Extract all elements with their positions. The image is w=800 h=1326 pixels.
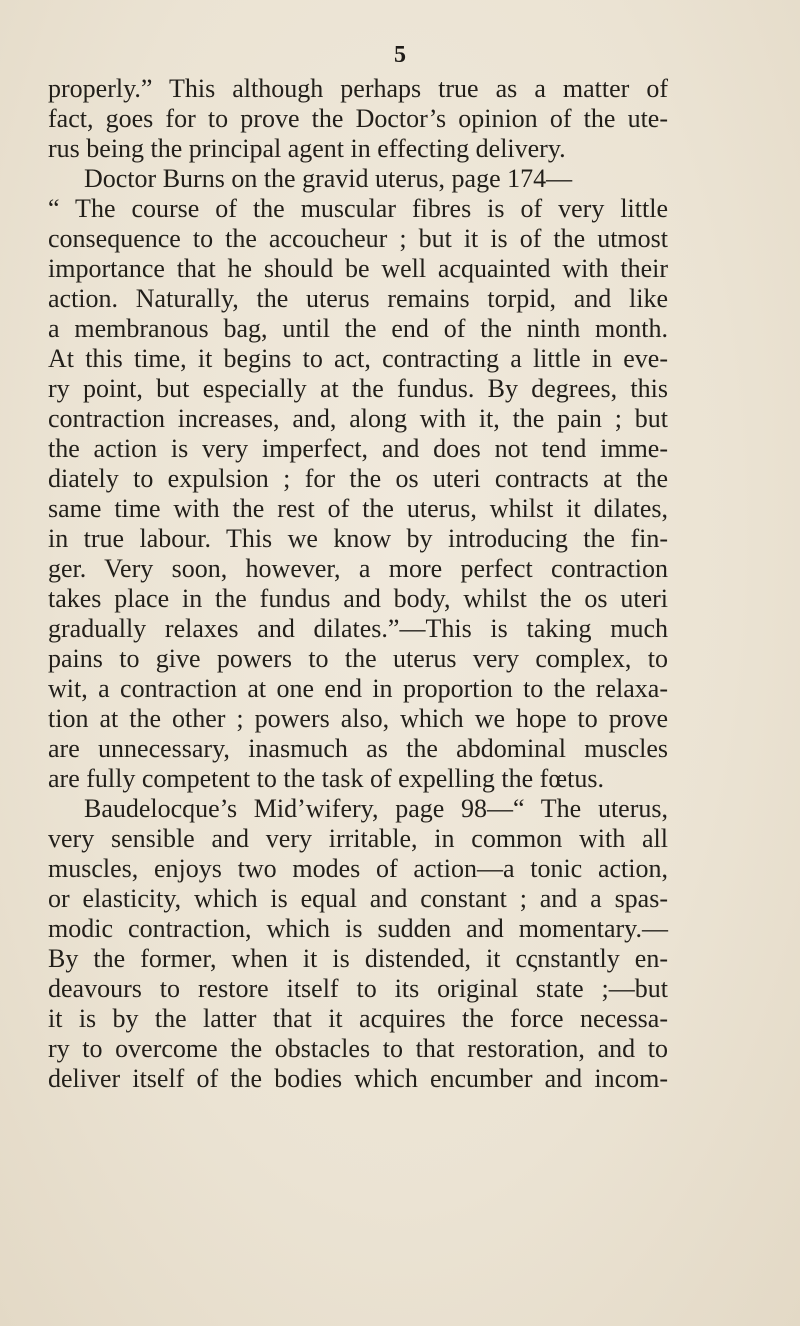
text-line: diately to expulsion ; for the os uteri contracts at the: [48, 464, 668, 493]
text-line: are unnecessary, inasmuch as the abdominal muscles: [48, 734, 668, 763]
text-line: in true labour. This we know by introducing the fin-: [48, 524, 668, 553]
text-line: pains to give powers to the uterus very complex, to: [48, 644, 668, 673]
text-line: rus being the principal agent in effecting delivery.: [48, 134, 566, 163]
text-line: fact, goes for to prove the Doctor’s opinion of the ute-: [48, 104, 668, 133]
text-line: modic contraction, which is sudden and momentary.—: [48, 914, 668, 943]
page-number: 5: [394, 42, 406, 68]
text-line: deliver itself of the bodies which encumber and incom-: [48, 1064, 668, 1093]
text-line: ry to overcome the obstacles to that restoration, and to: [48, 1034, 668, 1063]
text-line: ry point, but especially at the fundus. By degrees, this: [48, 374, 668, 403]
text-line: importance that he should be well acquainted with their: [48, 254, 668, 283]
text-line: action. Naturally, the uterus remains torpid, and like: [48, 284, 668, 313]
text-line: consequence to the accoucheur ; but it is of the utmost: [48, 224, 668, 253]
text-line: contraction increases, and, along with it, the pain ; but: [48, 404, 668, 433]
text-line: Doctor Burns on the gravid uterus, page 174—: [84, 164, 573, 193]
text-line: muscles, enjoys two modes of action—a tonic action,: [48, 854, 668, 883]
text-line: wit, a contraction at one end in proportion to the relaxa-: [48, 674, 668, 703]
text-line: a membranous bag, until the end of the ninth month.: [48, 314, 668, 343]
text-line: very sensible and very irritable, in common with all: [48, 824, 668, 853]
text-line: By the former, when it is distended, it cςnstantly en-: [48, 944, 668, 973]
text-line: are fully competent to the task of expelling the fœtus.: [48, 764, 604, 793]
text-line: ger. Very soon, however, a more perfect contraction: [48, 554, 668, 583]
text-line: the action is very imperfect, and does not tend imme-: [48, 434, 668, 463]
text-line: it is by the latter that it acquires the force necessa-: [48, 1004, 668, 1033]
text-line: tion at the other ; powers also, which we hope to prove: [48, 704, 668, 733]
body-text: [48, 74, 668, 1094]
text-line: takes place in the fundus and body, whilst the os uteri: [48, 584, 668, 613]
text-line: “ The course of the muscular fibres is of very little: [48, 194, 668, 223]
text-line: gradually relaxes and dilates.”—This is taking much: [48, 614, 668, 643]
text-line: same time with the rest of the uterus, whilst it dilates,: [48, 494, 668, 523]
text-line: deavours to restore itself to its original state ;—but: [48, 974, 668, 1003]
text-line: or elasticity, which is equal and constant ; and a spas-: [48, 884, 668, 913]
text-line: properly.” This although perhaps true as a matter of: [48, 74, 668, 103]
text-line: At this time, it begins to act, contracting a little in eve-: [48, 344, 668, 373]
text-line: Baudelocque’s Mid’wifery, page 98—“ The uterus,: [84, 794, 668, 823]
